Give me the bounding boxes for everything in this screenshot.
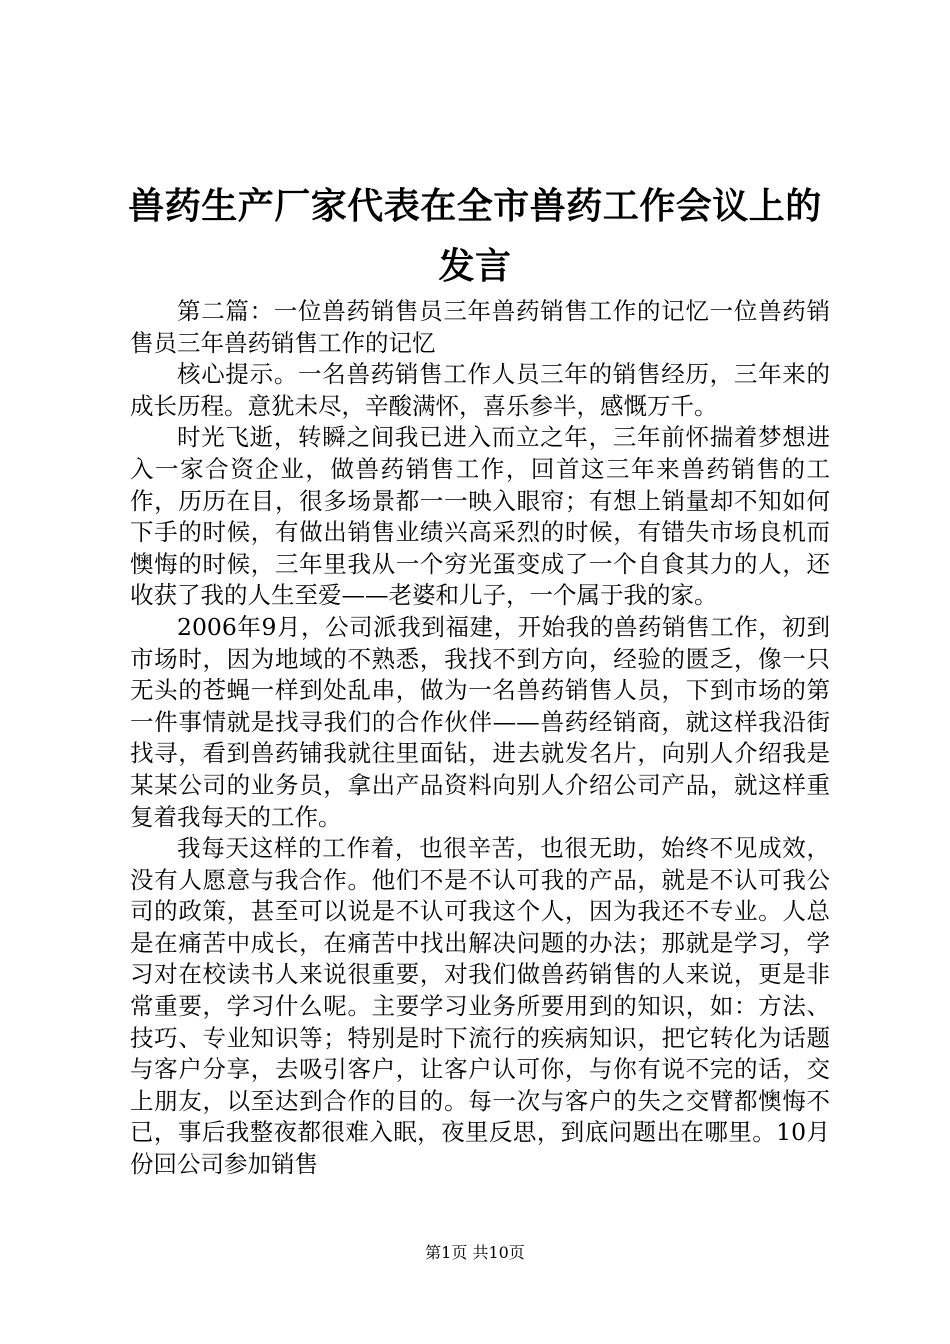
paragraph: 我每天这样的工作着，也很辛苦，也很无助，始终不见成效，没有人愿意与我合作。他们不是不认可我的产品，就是不认可我公司的政策，甚至可以说是不认可我这个人，因为我还不专业。人总是在痛苦中成长，在痛苦中找出解决问题的办法；那就是学习，学习对在校读书人来说很重要，对我们做兽药销售的人来说，更是非常重要，学习什么呢。主要学习业务所要用到的知识，如：方法、技巧、专业知识等；特别是时下流行的疾病知识，把它转化为话题与客户分享，去吸引客户，让客户认可你，与你有说不完的话，交上朋友，以至达到合作的目的。每一次与客户的失之交臂都懊悔不已，事后我整夜都很难入眠，夜里反思，到底问题出在哪里。10月份回公司参加销售	[130, 834, 830, 1179]
paragraph: 时光飞逝，转瞬之间我已进入而立之年，三年前怀揣着梦想进入一家合资企业，做兽药销售工作，回首这三年来兽药销售的工作，历历在目，很多场景都一一映入眼帘；有想上销量却不知如何下手的时候，有做出销售业绩兴高采烈的时候，有错失市场良机而懊悔的时候，三年里我从一个穷光蛋变成了一个自食其力的人，还收获了我的人生至爱——老婆和儿子，一个属于我的家。	[130, 423, 830, 610]
page-footer: 第1页 共10页	[425, 1243, 525, 1262]
paragraph: 核心提示。一名兽药销售工作人员三年的销售经历，三年来的成长历程。意犹未尽，辛酸满怀，喜乐参半，感慨万千。	[130, 360, 830, 420]
paragraph: 第二篇：一位兽药销售员三年兽药销售工作的记忆一位兽药销售员三年兽药销售工作的记忆	[130, 297, 830, 357]
document-title: 兽药生产厂家代表在全市兽药工作会议上的发言	[128, 185, 822, 287]
paragraph: 2006年9月，公司派我到福建，开始我的兽药销售工作，初到市场时，因为地域的不熟悉，我找不到方向，经验的匮乏，像一只无头的苍蝇一样到处乱串，做为一名兽药销售人员，下到市场的第一件事情就是找寻我们的合作伙伴——兽药经销商，就这样我沿街找寻，看到兽药铺我就往里面钻，进去就发名片，向别人介绍我是某某公司的业务员，拿出产品资料向别人介绍公司产品，就这样重复着我每天的工作。	[130, 612, 830, 831]
document-body	[130, 296, 830, 1181]
